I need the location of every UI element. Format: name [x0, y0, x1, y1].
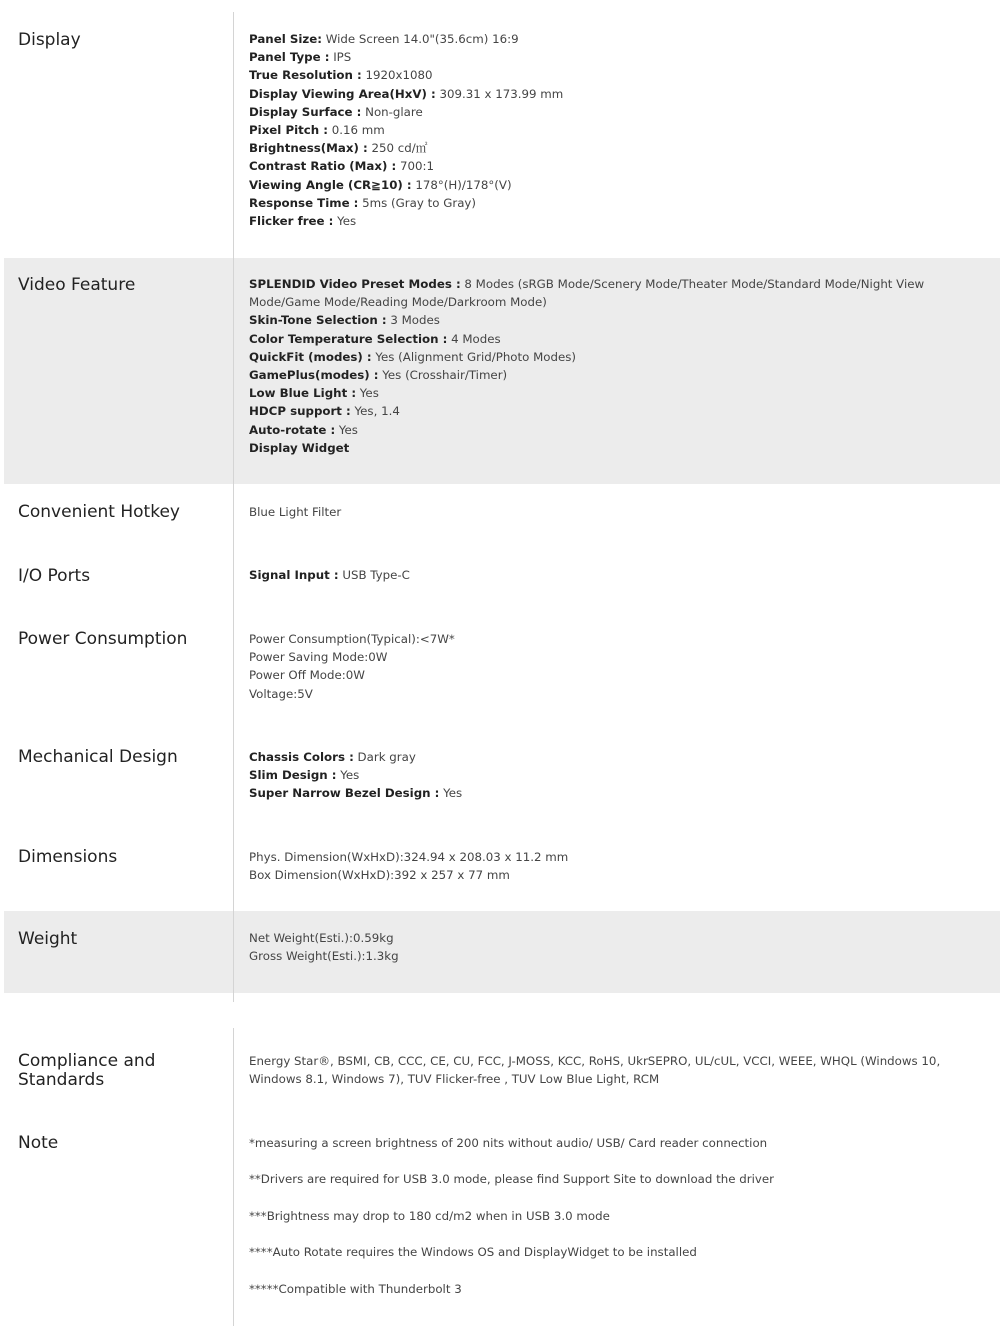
spec-content-power-consumption — [249, 630, 982, 703]
spec-value: Yes — [335, 422, 358, 437]
spec-value: Dark gray — [353, 750, 416, 764]
column-divider — [233, 12, 234, 1002]
spec-key: Panel Size: — [249, 32, 322, 46]
spec-line — [249, 866, 982, 884]
spec-value: Yes — [439, 786, 463, 801]
spec-key: Flicker free : — [249, 214, 334, 229]
spec-value: Net Weight(Esti.):0.59kg — [249, 931, 394, 945]
spec-key: Display Surface : — [249, 104, 362, 119]
spec-content-compliance: Energy Star®, BSMI, CB, CCC, CE, CU, FCC, J-MOSS, KCC, RoHS, UkrSEPRO, UL/cUL, VCCI, WEEE, WHQL (Windows 10, Windows 8.1, Windows 7), TUV Flicker-free , TUV Low Blue Light, RCM — [249, 1054, 941, 1087]
spec-key: Skin-Tone Selection : — [249, 313, 387, 328]
spec-value: Blue Light Filter — [249, 505, 342, 519]
spec-value: Power Off Mode:0W — [249, 668, 365, 683]
spec-line — [249, 275, 982, 311]
spec-label-compliance — [18, 1052, 155, 1090]
spec-value: 178°(H)/178°(V) — [411, 177, 512, 192]
spec-label-weight: Weight — [18, 929, 78, 949]
spec-label-dimensions: Dimensions — [18, 847, 118, 867]
spec-value: Power Saving Mode:0W — [249, 650, 388, 665]
spec-value: USB Type-C — [338, 568, 410, 582]
spec-content-display — [249, 30, 982, 230]
spec-line — [249, 48, 982, 66]
spec-key: Slim Design : — [249, 768, 337, 783]
spec-line — [249, 66, 982, 84]
spec-key: Viewing Angle (CR≧10) : — [249, 177, 412, 192]
spec-content-video-feature — [249, 275, 982, 457]
spec-value: 3 Modes — [386, 313, 440, 328]
spec-line — [249, 384, 982, 402]
spec-key: Pixel Pitch : — [249, 123, 328, 138]
spec-line — [249, 685, 982, 703]
spec-label-video-feature: Video Feature — [18, 275, 136, 295]
spec-value: Yes — [336, 768, 360, 783]
spec-line — [249, 212, 982, 230]
spec-value: Yes — [356, 386, 379, 401]
spec-line — [249, 766, 982, 784]
spec-value: Power Consumption(Typical):<7W* — [249, 632, 455, 646]
spec-content-dimensions — [249, 848, 982, 884]
spec-label-power-consumption: Power Consumption — [18, 629, 188, 649]
spec-value: Phys. Dimension(WxHxD):324.94 x 208.03 x 11.2 mm — [249, 850, 569, 864]
spec-label-compliance-line1: Compliance and — [18, 1051, 156, 1071]
spec-key: Contrast Ratio (Max) : — [249, 159, 397, 174]
spec-line — [249, 566, 982, 584]
spec-value: Voltage:5V — [249, 686, 313, 701]
spec-content-convenient-hotkey — [249, 503, 982, 521]
spec-key: Chassis Colors : — [249, 750, 354, 764]
spec-line — [249, 30, 982, 48]
spec-line — [249, 748, 982, 766]
spec-line — [249, 311, 982, 329]
spec-key: True Resolution : — [249, 68, 362, 83]
spec-key: Brightness(Max) : — [249, 141, 368, 156]
spec-label-compliance-line2: Standards — [18, 1070, 105, 1090]
spec-line — [249, 648, 982, 666]
spec-line — [249, 503, 982, 521]
spec-content-mechanical-design — [249, 748, 982, 803]
note-line: ****Auto Rotate requires the Windows OS and DisplayWidget to be installed — [249, 1245, 697, 1260]
spec-key: Low Blue Light : — [249, 386, 357, 401]
spec-line — [249, 366, 982, 384]
spec-line — [249, 176, 982, 194]
spec-value: 250 cd/㎡ — [367, 141, 428, 156]
spec-line — [249, 421, 982, 439]
spec-value: Non-glare — [361, 104, 423, 119]
spec-key: Signal Input : — [249, 568, 339, 582]
spec-content-note — [249, 1134, 982, 1316]
spec-value: Box Dimension(WxHxD):392 x 257 x 77 mm — [249, 868, 510, 883]
spec-line — [249, 103, 982, 121]
spec-value: Yes — [333, 214, 357, 229]
spec-value: 8 Modes (sRGB Mode/Scenery Mode/Theater Mode/Standard Mode/Night View Mode/Game Mode/Reading Mode/Darkroom Mode) — [249, 277, 925, 310]
spec-key: GamePlus(modes) : — [249, 368, 379, 383]
spec-key: QuickFit (modes) : — [249, 349, 372, 364]
spec-value: Yes (Crosshair/Timer) — [378, 368, 508, 383]
spec-value: 0.16 mm — [328, 123, 385, 138]
spec-line — [249, 784, 982, 802]
column-divider-lower — [233, 1028, 234, 1326]
spec-content-io-ports — [249, 566, 982, 584]
note-line: ***Brightness may drop to 180 cd/m2 when in USB 3.0 mode — [249, 1208, 610, 1223]
spec-line — [249, 848, 982, 866]
spec-value: 4 Modes — [447, 331, 501, 346]
spec-value: Yes (Alignment Grid/Photo Modes) — [371, 349, 577, 364]
spec-line — [249, 947, 982, 965]
spec-line — [249, 630, 982, 648]
spec-line — [249, 402, 982, 420]
spec-line — [249, 330, 982, 348]
spec-line — [249, 666, 982, 684]
note-line: *****Compatible with Thunderbolt 3 — [249, 1281, 462, 1296]
spec-value: 700:1 — [396, 159, 434, 174]
spec-label-io-ports: I/O Ports — [18, 566, 91, 586]
spec-label-convenient-hotkey: Convenient Hotkey — [18, 502, 180, 522]
spec-key: Display Widget — [249, 440, 350, 455]
spec-line — [249, 439, 982, 457]
spec-value: 309.31 x 173.99 mm — [435, 86, 564, 101]
note-line: **Drivers are required for USB 3.0 mode, please find Support Site to download the driver — [249, 1172, 774, 1187]
spec-value: Yes, 1.4 — [350, 404, 400, 419]
spec-key: Auto-rotate : — [249, 422, 336, 437]
spec-value: 1920x1080 — [361, 68, 433, 83]
spec-value: Wide Screen 14.0"(35.6cm) 16:9 — [321, 32, 519, 46]
spec-line — [249, 85, 982, 103]
spec-key: Super Narrow Bezel Design : — [249, 786, 440, 801]
spec-key: HDCP support : — [249, 404, 351, 419]
spec-label-mechanical-design: Mechanical Design — [18, 747, 178, 767]
spec-line — [249, 194, 982, 212]
spec-key: Display Viewing Area(HxV) : — [249, 86, 436, 101]
spec-label-display: Display — [18, 30, 81, 50]
spec-line — [249, 121, 982, 139]
spec-key: Color Temperature Selection : — [249, 331, 448, 346]
spec-value: IPS — [329, 50, 352, 65]
spec-line — [249, 157, 982, 175]
spec-key: Panel Type : — [249, 50, 330, 65]
spec-line — [249, 139, 982, 157]
spec-content-weight — [249, 929, 982, 965]
note-line: *measuring a screen brightness of 200 nits without audio/ USB/ Card reader connection — [249, 1136, 768, 1150]
spec-value: 5ms (Gray to Gray) — [358, 195, 477, 210]
spec-label-note: Note — [18, 1133, 59, 1153]
spec-line — [249, 929, 982, 947]
spec-value: Gross Weight(Esti.):1.3kg — [249, 949, 399, 964]
spec-key: SPLENDID Video Preset Modes : — [249, 277, 461, 291]
spec-key: Response Time : — [249, 195, 359, 210]
spec-line — [249, 348, 982, 366]
